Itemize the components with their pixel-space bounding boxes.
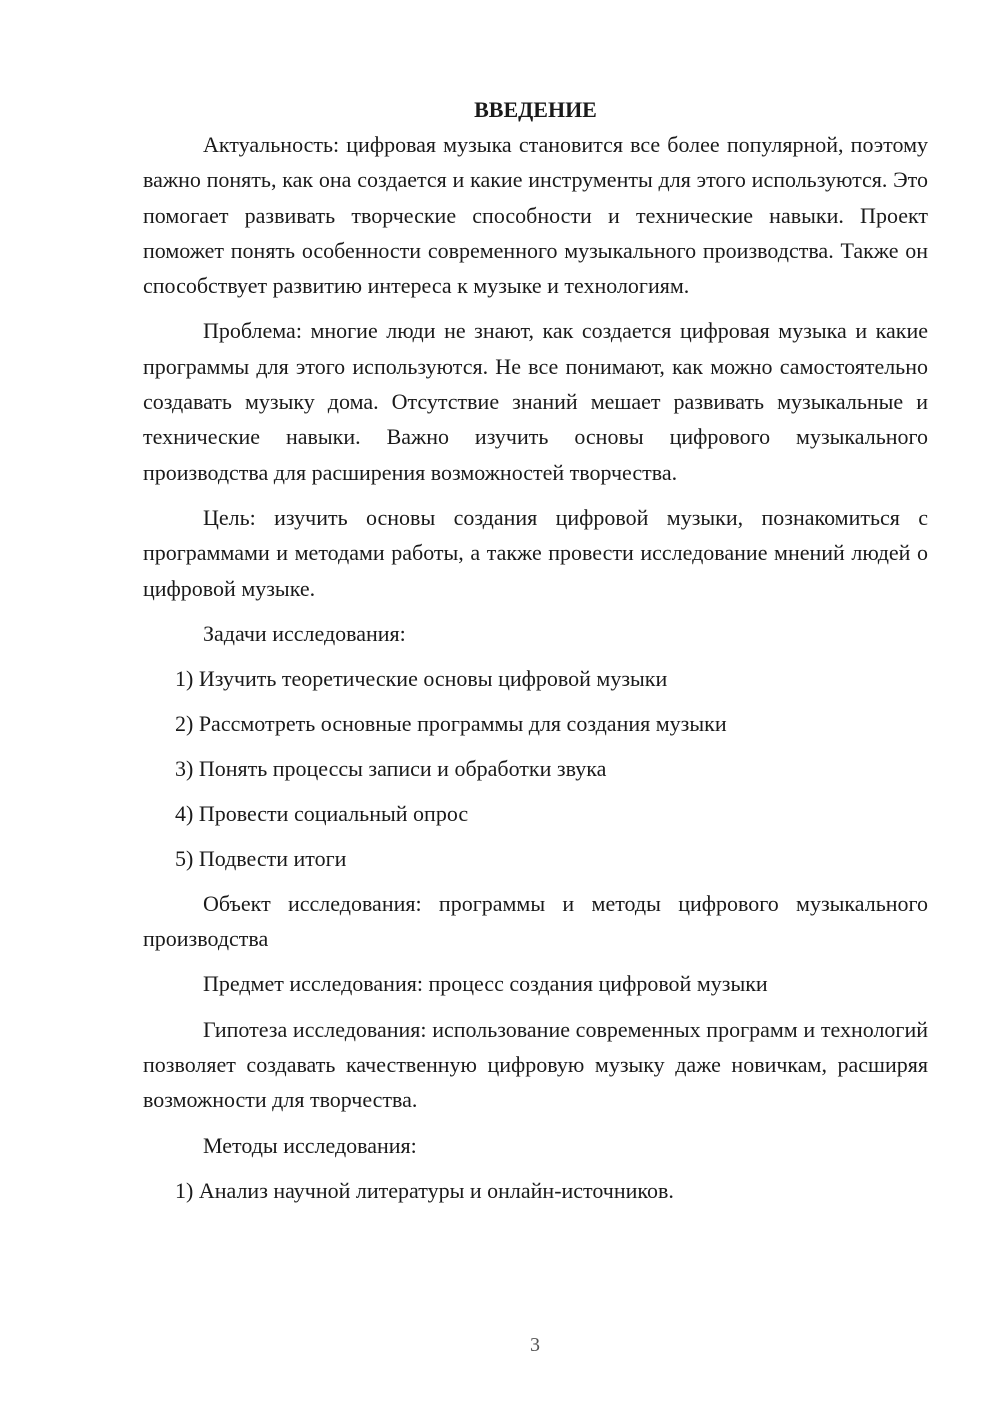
document-page [143, 92, 928, 1218]
method-item-1: 1) Анализ научной литературы и онлайн-источников. [175, 1177, 674, 1203]
object-paragraph: Объект исследования: программы и методы цифрового музыкального производства [143, 890, 928, 952]
page-number: 3 [530, 1334, 540, 1356]
methods-heading: Методы исследования: [203, 1132, 417, 1158]
task-item-3: 3) Понять процессы записи и обработки звука [175, 755, 607, 781]
tasks-heading: Задачи исследования: [203, 620, 406, 646]
hypothesis-paragraph: Гипотеза исследования: использование современных программ и технологий позволяет создавать качественную цифровую музыку даже новичкам, расширяя возможности для творчества. [143, 1016, 928, 1113]
goal-paragraph: Цель: изучить основы создания цифровой музыки, познакомиться с программами и методами работы, а также провести исследование мнений людей о цифровой музыке. [143, 504, 928, 601]
task-item-2: 2) Рассмотреть основные программы для создания музыки [175, 710, 727, 736]
task-item-4: 4) Провести социальный опрос [175, 800, 469, 826]
task-item-1: 1) Изучить теоретические основы цифровой музыки [175, 665, 668, 691]
task-item-5: 5) Подвести итоги [175, 845, 347, 871]
problem-paragraph: Проблема: многие люди не знают, как создается цифровая музыка и какие программы для этого используются. Не все понимают, как можно самостоятельно создавать музыку дома. Отсутствие знаний мешает развивать музыкальные и технические навыки. Важно изучить основы цифрового музыкального производства для расширения возможностей творчества. [143, 318, 928, 485]
subject-paragraph: Предмет исследования: процесс создания цифровой музыки [203, 971, 768, 997]
section-title: ВВЕДЕНИЕ [474, 97, 597, 122]
relevance-paragraph: Актуальность: цифровая музыка становится все более популярной, поэтому важно понять, как она создается и какие инструменты для этого используются. Это помогает развивать творческие способности и технические навыки. Проект поможет понять особенности современного музыкального производства. Также он способствует развитию интереса к музыке и технологиям. [143, 132, 928, 299]
